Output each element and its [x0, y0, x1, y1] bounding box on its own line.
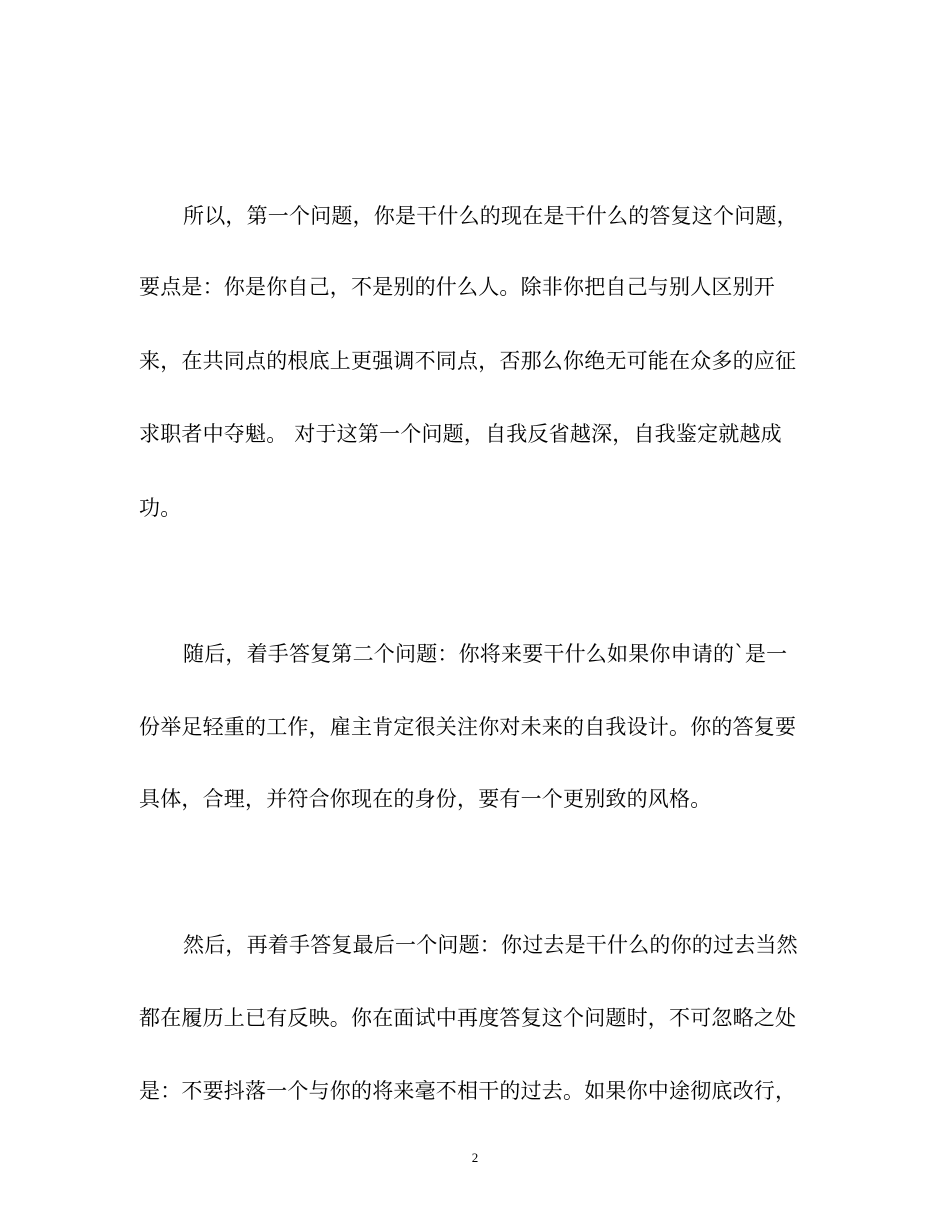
paragraph-line: 都在履历上已有反映。你在面试中再度答复这个问题时，不可忽略之处	[139, 1006, 797, 1030]
paragraph-line: 然后，再着手答复最后一个问题：你过去是干什么的你的过去当然	[183, 933, 798, 957]
paragraph-line: 是：不要抖落一个与你的将来毫不相干的过去。如果你中途彻底改行，	[139, 1079, 797, 1103]
paragraph-line: 功。	[139, 496, 182, 520]
paragraph-line: 求职者中夺魁。 对于这第一个问题，自我反省越深，自我鉴定就越成	[139, 422, 782, 446]
paragraph-line: 份举足轻重的工作，雇主肯定很关注你对未来的自我设计。你的答复要	[139, 715, 797, 739]
paragraph-line: 具体，合理，并符合你现在的身份，要有一个更别致的风格。	[139, 787, 712, 811]
paragraph-line: 随后，着手答复第二个问题：你将来要干什么如果你申请的`是一	[183, 642, 788, 666]
paragraph-line: 要点是：你是你自己，不是别的什么人。除非你把自己与别人区别开	[139, 275, 775, 299]
paragraph-line: 来，在共同点的根底上更强调不同点，否那么你绝无可能在众多的应征	[139, 349, 797, 373]
paragraph-line: 所以，第一个问题，你是干什么的现在是干什么的答复这个问题，	[183, 204, 798, 228]
page-number: 2	[471, 1150, 479, 1165]
